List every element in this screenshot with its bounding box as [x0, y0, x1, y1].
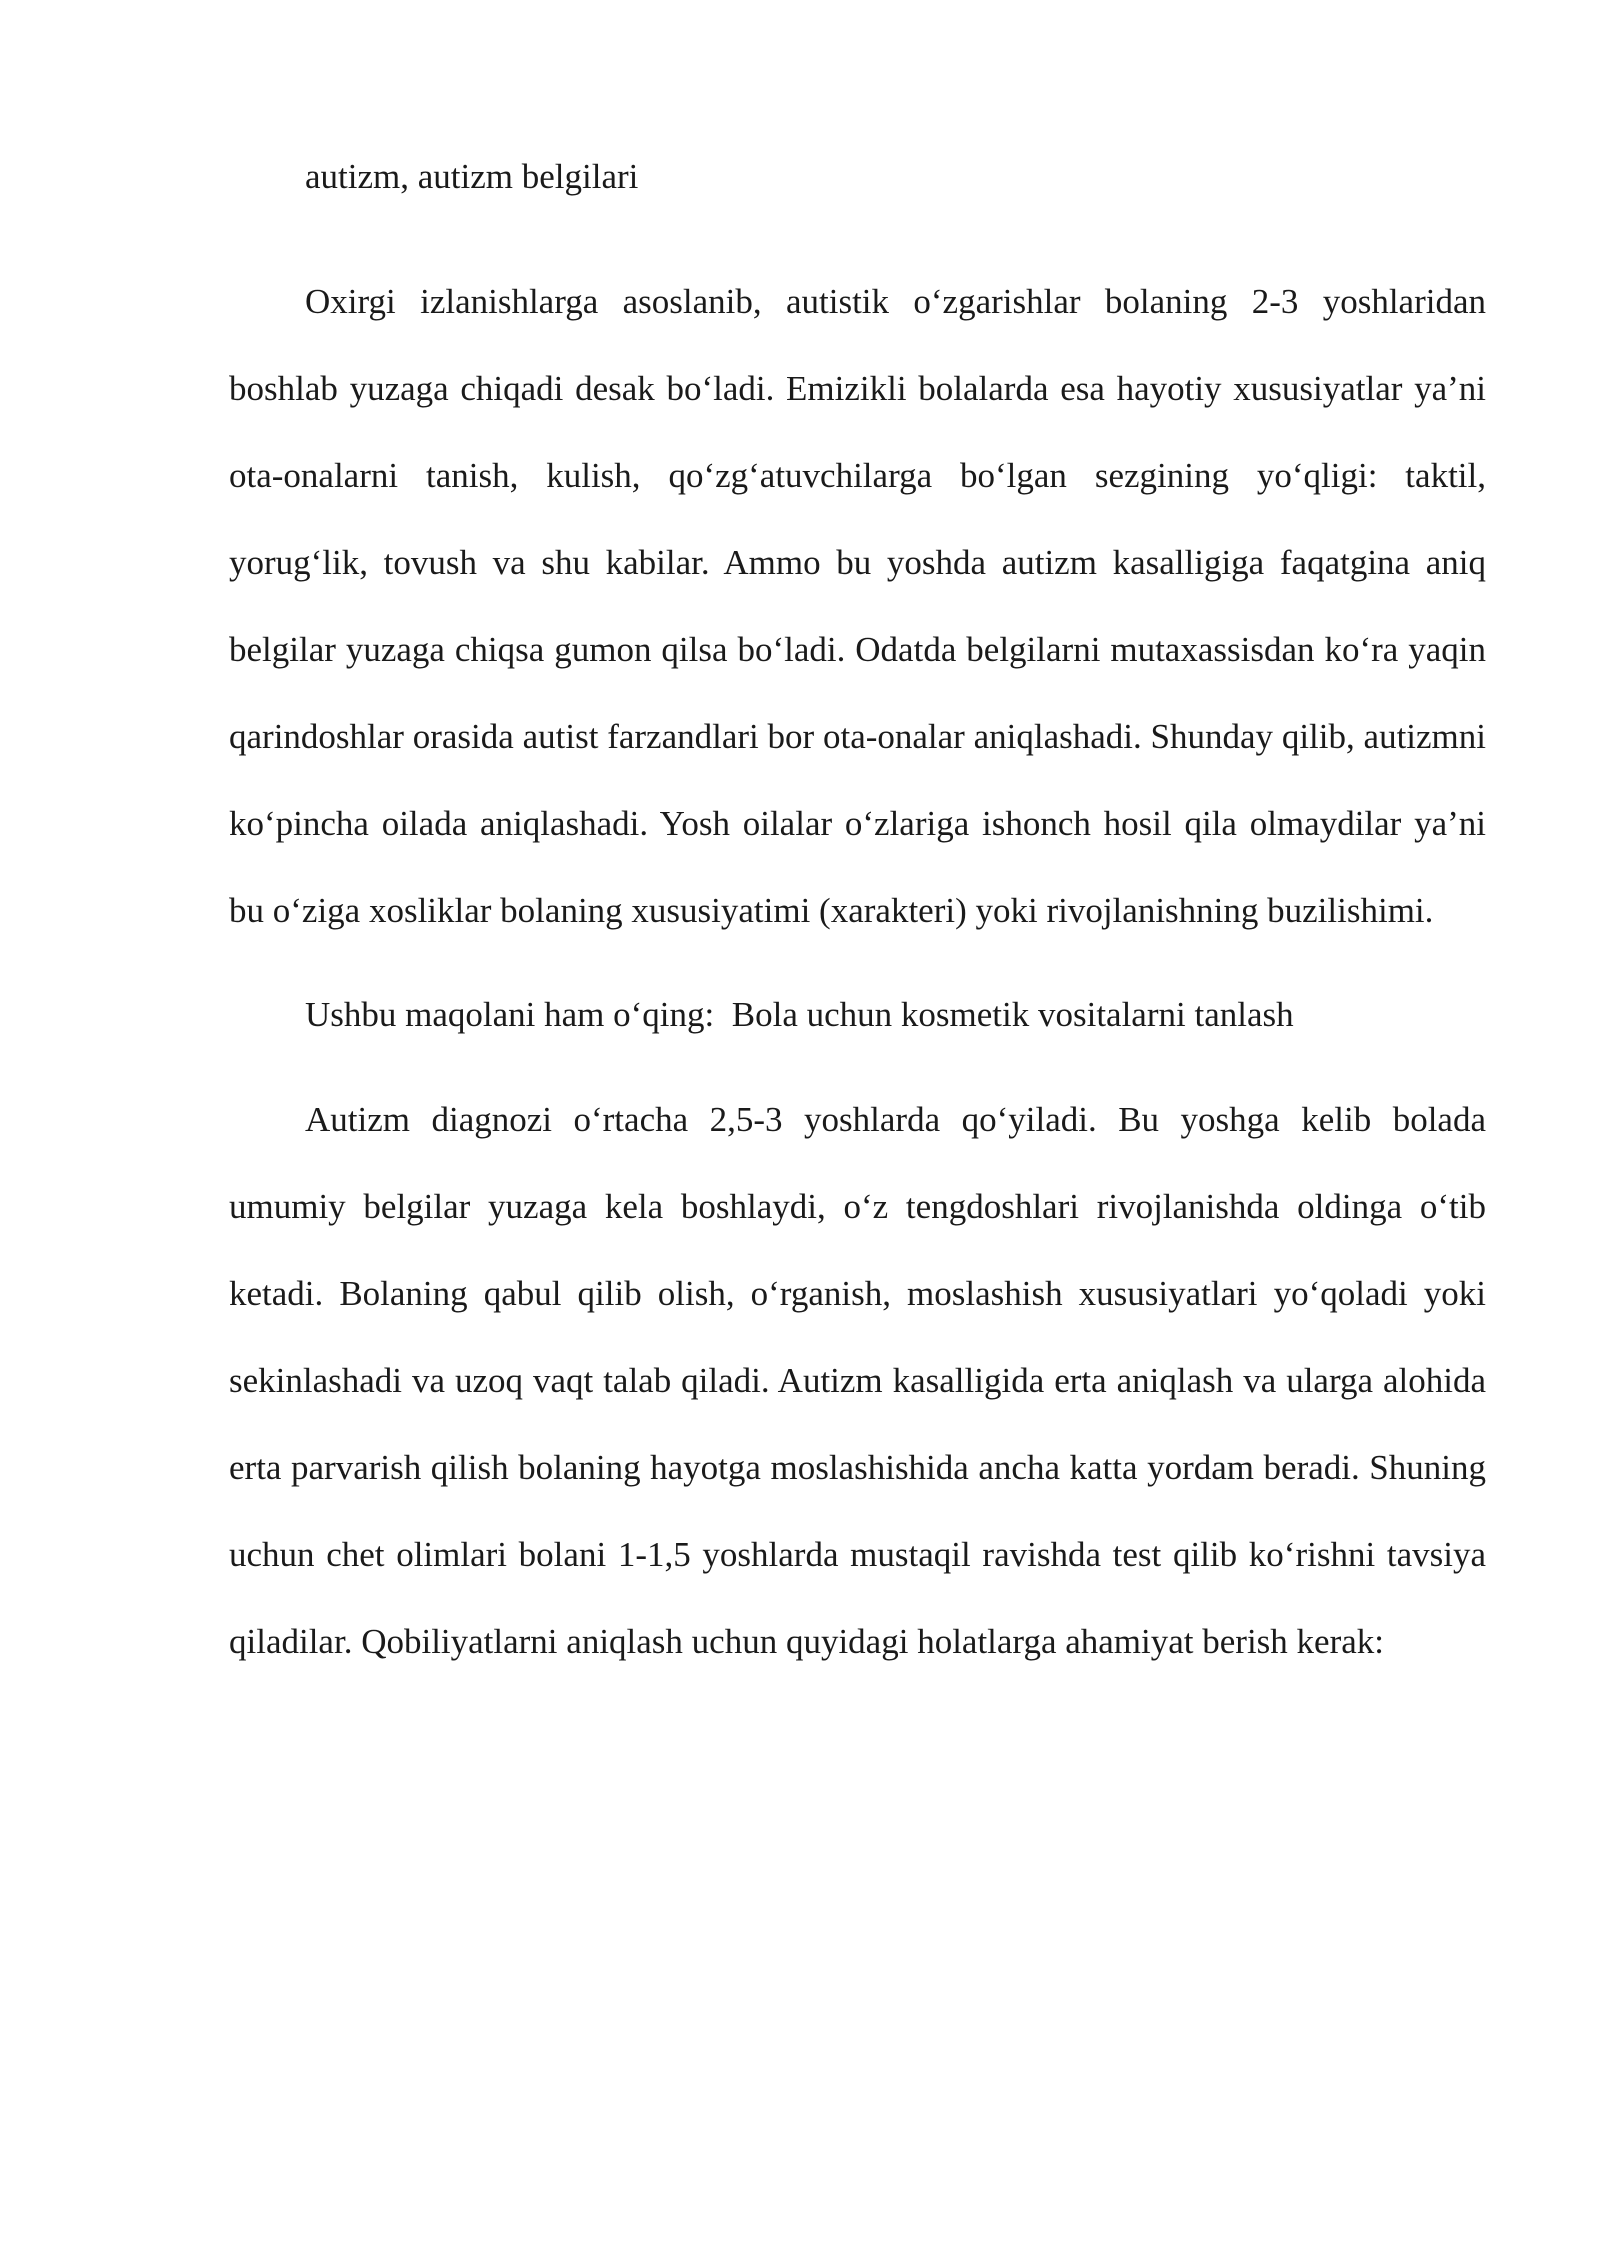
- paragraph-diagnosis: Autizm diagnozi o‘rtacha 2,5-3 yoshlarda qo‘yiladi. Bu yoshga kelib bolada umumiy belgilar yuzaga kela boshlaydi, o‘z tengdoshlari rivojlanishda oldinga o‘tib ketadi. Bolaning qabul qilib olish, o‘rganish, moslashish xususiyatlari yo‘qoladi yoki sekinlashadi va uzoq vaqt talab qiladi. Autizm kasalligida erta aniqlash va ularga alohida erta parvarish qilish bolaning hayotga moslashishida ancha katta yordam beradi. Shuning uchun chet olimlari bolani 1-1,5 yoshlarda mustaqil ravishda test qilib ko‘rishni tavsiya qiladilar. Qobiliyatlarni aniqlash uchun quyidagi holatlarga ahamiyat berish kerak:: [229, 1100, 1486, 1661]
- spacer: [229, 1044, 1486, 1076]
- related-article-label: Ushbu maqolani ham o‘qing:: [305, 995, 715, 1034]
- spacer: [229, 206, 1486, 258]
- related-article: [229, 986, 1486, 1044]
- page-title: autizm, autizm belgilari: [305, 157, 639, 196]
- document-body: [229, 148, 1486, 1685]
- paragraph-intro: Oxirgi izlanishlarga asoslanib, autistik o‘zgarishlar bolaning 2-3 yoshlaridan boshlab yuzaga chiqadi desak bo‘ladi. Emizikli bolalarda esa hayotiy xususiyatlar ya’ni ota-onalarni tanish, kulish, qo‘zg‘atuvchilarga bo‘lgan sezgining yo‘qligi: taktil, yorug‘lik, tovush va shu kabilar. Ammo bu yoshda autizm kasalligiga faqatgina aniq belgilar yuzaga chiqsa gumon qilsa bo‘ladi. Odatda belgilarni mutaxassisdan ko‘ra yaqin qarindoshlar orasida autist farzandlari bor ota-onalar aniqlashadi. Shunday qilib, autizmni ko‘pincha oilada aniqlashadi. Yosh oilalar o‘zlariga ishonch hosil qila olmaydilar ya’ni bu o‘ziga xosliklar bolaning xususiyatimi (xarakteri) yoki rivojlanishning buzilishimi.: [229, 282, 1486, 930]
- related-article-link[interactable]: Bola uchun kosmetik vositalarni tanlash: [731, 995, 1294, 1034]
- spacer: [229, 954, 1486, 986]
